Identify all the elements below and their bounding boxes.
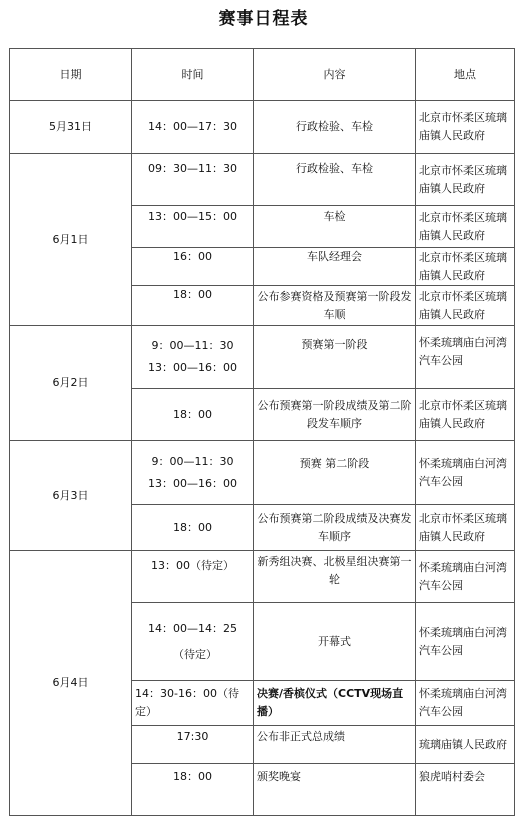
content-cell: 公布预赛第二阶段成绩及决赛发车顺序 bbox=[254, 505, 416, 551]
content-cell: 预赛 第二阶段 bbox=[254, 441, 416, 505]
content-cell: 开幕式 bbox=[254, 603, 416, 681]
date-cell: 6月2日 bbox=[10, 326, 132, 441]
content-cell: 公布预赛第一阶段成绩及第二阶段发车顺序 bbox=[254, 389, 416, 441]
content-cell: 新秀组决赛、北极星组决赛第一轮 bbox=[254, 551, 416, 603]
header-row bbox=[10, 49, 515, 101]
location-cell: 北京市怀柔区琉璃庙镇人民政府 bbox=[416, 206, 515, 248]
content-cell: 颁奖晚宴 bbox=[254, 764, 416, 816]
date-cell: 6月1日 bbox=[10, 154, 132, 326]
location-cell: 北京市怀柔区琉璃庙镇人民政府 bbox=[416, 389, 515, 441]
time-start: 9：00—11：30 bbox=[151, 454, 234, 468]
time-end: 13：00—16：00 bbox=[148, 361, 237, 374]
table-row bbox=[10, 154, 515, 206]
time-cell bbox=[132, 441, 254, 505]
time-cell: 17:30 bbox=[132, 726, 254, 764]
location-cell: 北京市怀柔区琉璃庙镇人民政府 bbox=[416, 248, 515, 286]
time-cell: 14：00—17：30 bbox=[132, 101, 254, 154]
content-cell: 决赛/香槟仪式（CCTV现场直播） bbox=[254, 681, 416, 726]
location-cell: 北京市怀柔区琉璃庙镇人民政府 bbox=[416, 505, 515, 551]
location-cell: 怀柔琉璃庙白河湾汽车公园 bbox=[416, 326, 515, 389]
location-cell: 怀柔琉璃庙白河湾汽车公园 bbox=[416, 681, 515, 726]
content-cell: 预赛第一阶段 bbox=[254, 326, 416, 389]
time-cell: 09：30—11：30 bbox=[132, 154, 254, 206]
time-cell: 18：00 bbox=[132, 505, 254, 551]
location-cell: 狼虎哨村委会 bbox=[416, 764, 515, 816]
time-cell: 18：00 bbox=[132, 286, 254, 326]
header-date: 日期 bbox=[10, 49, 132, 101]
location-cell: 怀柔琉璃庙白河湾汽车公园 bbox=[416, 603, 515, 681]
time-cell: 14：30-16：00（待定） bbox=[132, 681, 254, 726]
time-cell: 13：00—15：00 bbox=[132, 206, 254, 248]
time-cell: 16：00 bbox=[132, 248, 254, 286]
header-content: 内容 bbox=[254, 49, 416, 101]
schedule-table bbox=[9, 48, 515, 816]
time-cell: 18：00 bbox=[132, 389, 254, 441]
location-cell: 北京市怀柔区琉璃庙镇人民政府 bbox=[416, 286, 515, 326]
table-row bbox=[10, 551, 515, 603]
time-cell bbox=[132, 603, 254, 681]
time-start: 14：00—14：25 bbox=[148, 621, 237, 635]
content-cell: 车检 bbox=[254, 206, 416, 248]
time-note: （待定） bbox=[173, 647, 217, 661]
content-cell: 行政检验、车检 bbox=[254, 101, 416, 154]
page-title: 赛事日程表 bbox=[218, 9, 309, 29]
table-row bbox=[10, 101, 515, 154]
date-cell: 5月31日 bbox=[10, 101, 132, 154]
header-location: 地点 bbox=[416, 49, 515, 101]
content-cell: 车队经理会 bbox=[254, 248, 416, 286]
content-cell: 公布参赛资格及预赛第一阶段发车顺 bbox=[254, 286, 416, 326]
location-cell: 北京市怀柔区琉璃庙镇人民政府 bbox=[416, 101, 515, 154]
time-end: 13：00—16：00 bbox=[148, 476, 237, 490]
location-cell: 怀柔琉璃庙白河湾汽车公园 bbox=[416, 551, 515, 603]
content-cell: 行政检验、车检 bbox=[254, 154, 416, 206]
location-cell: 北京市怀柔区琉璃庙镇人民政府 bbox=[416, 154, 515, 206]
time-start: 9：00—11：30 bbox=[151, 339, 234, 352]
header-time: 时间 bbox=[132, 49, 254, 101]
date-cell: 6月3日 bbox=[10, 441, 132, 551]
location-cell: 琉璃庙镇人民政府 bbox=[416, 726, 515, 764]
location-cell: 怀柔琉璃庙白河湾汽车公园 bbox=[416, 441, 515, 505]
time-cell bbox=[132, 326, 254, 389]
table-row bbox=[10, 441, 515, 505]
date-cell: 6月4日 bbox=[10, 551, 132, 816]
time-cell: 18：00 bbox=[132, 764, 254, 816]
table-row bbox=[10, 326, 515, 389]
time-cell: 13：00（待定） bbox=[132, 551, 254, 603]
content-cell: 公布非正式总成绩 bbox=[254, 726, 416, 764]
